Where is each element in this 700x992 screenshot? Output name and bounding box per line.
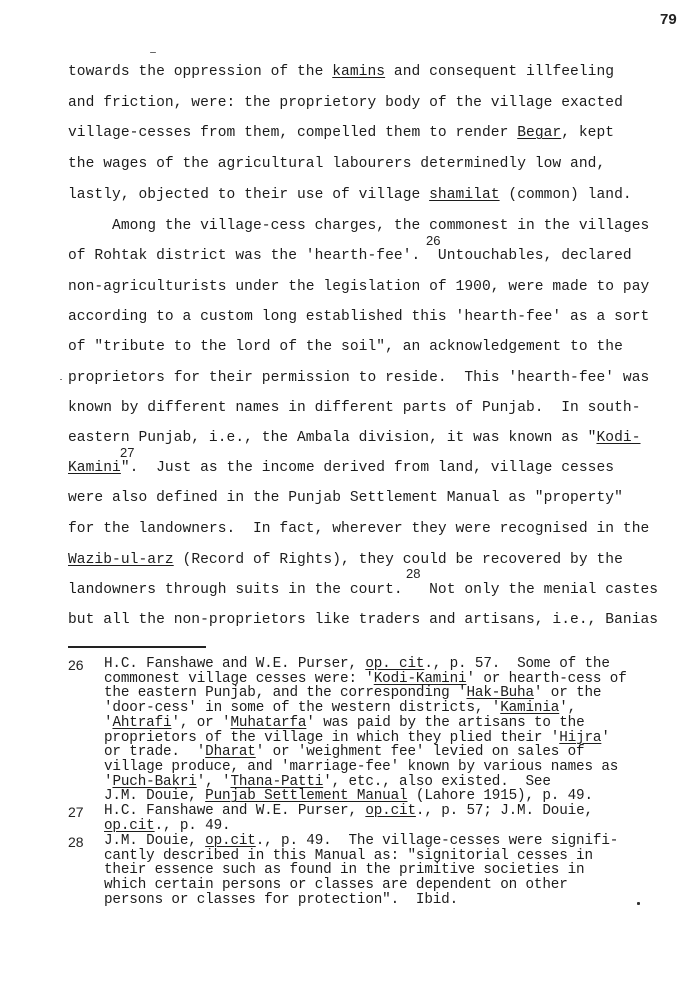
text-run: ' [104,714,113,731]
body-line [68,155,605,173]
footnote-line [104,893,458,908]
text-run: which certain persons or classes are dependent on other [104,877,568,894]
text-run: persons or classes for protection". Ibid. [104,891,459,908]
footnote-number: 28 [68,834,84,850]
text-run: J.M. Douie, [104,833,206,849]
text-run: ' was paid by the artisans to the [306,714,585,731]
body-line [68,489,623,507]
body-line [68,63,614,81]
body-line [68,124,614,142]
text-run: H.C. Fanshawe and W.E. Purser, [104,656,366,672]
text-run: of "tribute to the lord of the soil", an acknowledgement to the [68,339,623,355]
underlined-term: Hijra [559,729,602,746]
text-run: Among the village-cess charges, the commonest in the villages [68,218,650,234]
footnote-reference[interactable]: 27 [120,445,135,460]
footnote-line [104,819,230,834]
body-line [68,247,632,265]
body-line [68,581,658,599]
text-run: H.C. Fanshawe and W.E. Purser, [104,803,366,819]
underlined-term: Punjab Settlement Manual [205,788,408,805]
underlined-term: kamins [332,64,386,80]
text-run: ' [601,729,610,746]
body-line [68,399,641,417]
text-run: proprietors for their permission to reside. This 'hearth-fee' was [68,370,650,386]
text-run: ', [559,700,577,717]
text-run: ' or hearth-cess of [466,670,627,687]
underlined-term: op.cit [205,833,256,849]
text-run: landowners through suits in the court. Not only the menial castes [68,582,659,598]
text-run: ., p. 57; J.M. Douie, [415,803,593,819]
underlined-term: op.cit [365,803,416,819]
text-run: ' or the [533,685,602,702]
scan-speck [150,52,156,53]
underlined-term: Kamini [68,460,121,476]
text-run: according to a custom long established this 'hearth-fee' as a sort [68,309,650,325]
text-run: and consequent illfeeling [385,64,615,80]
body-line [68,94,623,112]
text-run: the wages of the agricultural labourers determinedly low and, [68,156,606,172]
footnote-number: 26 [68,657,84,673]
body-line [68,459,614,477]
underlined-term: Hak-Buha [466,685,534,702]
underlined-term: Kaminia [500,700,560,717]
text-run: ., p. 49. The village-cesses were signifi- [255,833,619,849]
body-line [68,520,649,538]
underlined-term: op. cit [365,656,425,672]
text-run: for the landowners. In fact, wherever they were recognised in the [68,521,650,537]
body-line [68,429,641,447]
scan-speck [637,902,640,905]
text-run: village-cesses from them, compelled them to render [68,125,518,141]
text-run: lastly, objected to their use of village [68,187,430,203]
text-run: of Rohtak district was the 'hearth-fee'. Untouchables, declared [68,248,632,264]
underlined-term: Kodi- [596,430,641,446]
underlined-term: shamilat [429,187,500,203]
text-run: the eastern Punjab, and the corresponding ' [104,685,467,702]
text-run: non-agriculturists under the legislation of 1900, were made to pay [68,279,650,295]
text-run: proprietors of the village in which they plied their ' [104,729,560,746]
text-run: commonest village cesses were: ' [104,670,374,687]
text-run: ' or 'weighment fee' levied on sales of [255,744,585,761]
underlined-term: Puch-Bakri [112,773,197,790]
underlined-term: Begar [517,125,562,141]
text-run: J.M. Douie, [104,788,206,805]
text-run: village produce, and 'marriage-fee' known by various names as [104,758,619,775]
body-line [68,217,649,235]
text-run: towards the oppression of the [68,64,333,80]
underlined-term: op.cit [104,817,155,834]
text-run: eastern Punjab, i.e., the Ambala division, it was known as " [68,430,597,446]
text-run: ". Just as the income derived from land, village cesses [120,460,615,476]
text-run: ' [104,773,113,790]
underlined-term: Muhatarfa [230,714,307,731]
underlined-term: Kodi-Kamini [373,670,467,687]
footnote-number: 27 [68,804,84,820]
text-run: known by different names in different parts of Punjab. In south- [68,400,641,416]
body-line [68,369,649,387]
text-run: (common) land. [499,187,632,203]
text-run: or trade. ' [104,744,206,761]
text-run: , kept [561,125,615,141]
footnote-divider [68,646,206,648]
underlined-term: Ahtrafi [112,714,172,731]
text-run: ., p. 57. Some of the [424,656,610,672]
text-run: 'door-cess' in some of the western districts, ' [104,700,501,717]
body-line [68,308,649,326]
text-run: were also defined in the Punjab Settlement Manual as "property" [68,490,623,506]
text-run: ', ' [196,773,231,790]
underlined-term: Dharat [205,744,256,761]
footnote-reference[interactable]: 26 [426,233,441,248]
text-run: and friction, were: the proprietory body of the village exacted [68,95,623,111]
body-line [68,551,623,569]
text-run: but all the non-proprietors like traders and artisans, i.e., Banias [68,612,659,628]
scan-speck [60,379,62,380]
underlined-term: Thana-Patti [230,773,324,790]
text-run: (Record of Rights), they could be recovered by the [173,552,623,568]
page-number: 79 [660,11,677,28]
body-line [68,278,649,296]
text-run: (Lahore 1915), p. 49. [407,788,593,805]
text-run: ', etc., also existed. See [323,773,551,790]
body-line [68,338,623,356]
text-run: their essence such as found in the primitive societies in [104,862,585,879]
text-run: cantly described in this Manual as: "signitorial cesses in [104,847,593,864]
text-run: ', or ' [171,714,231,731]
underlined-term: Wazib-ul-arz [68,552,174,568]
body-line [68,186,632,204]
body-line [68,611,658,629]
footnote-reference[interactable]: 28 [406,566,421,581]
text-run: ., p. 49. [154,817,231,834]
